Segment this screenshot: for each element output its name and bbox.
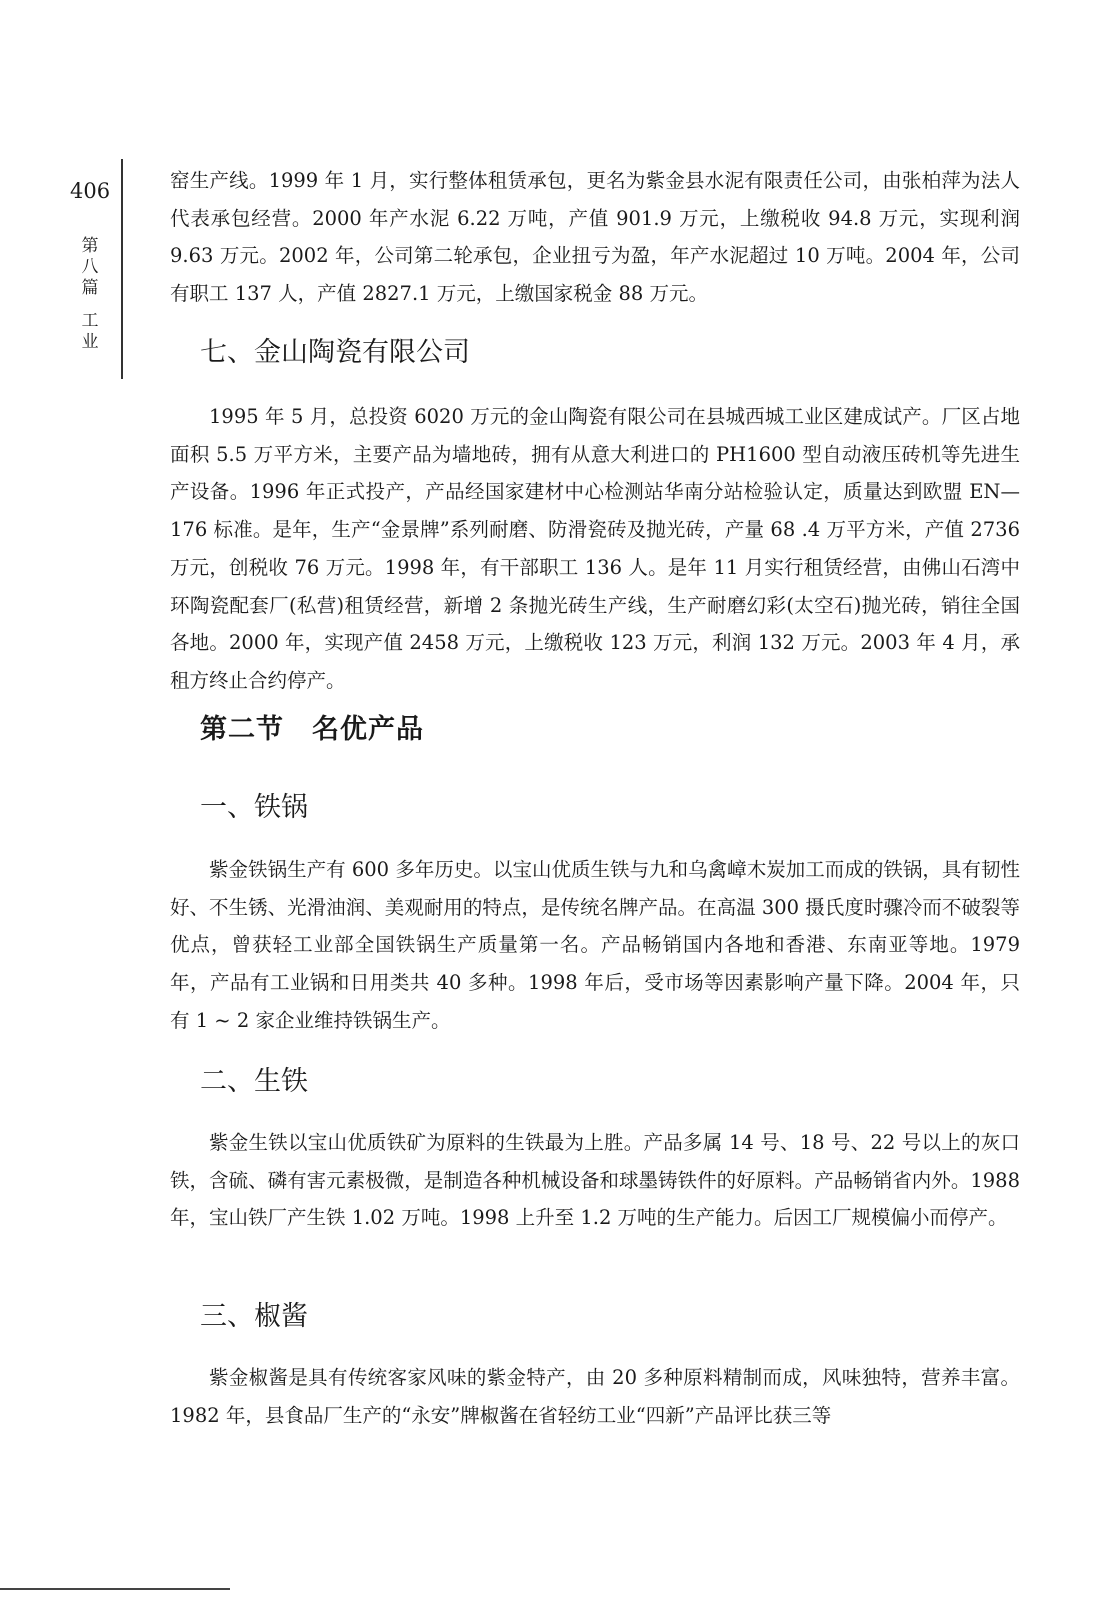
section-char: 工 <box>81 311 99 331</box>
section-heading <box>200 707 424 746</box>
heading-pig-iron: 二、生铁 <box>200 1066 308 1097</box>
paragraph-pig-iron: 紫金生铁以宝山优质铁矿为原料的生铁最为上胜。产品多属 14 号、18 号、22 号以上的灰口铁，含硫、磷有害元素极微，是制造各种机械设备和球墨铸铁件的好原料。产品畅销省内外。1988 年，宝山铁厂产生铁 1.02 万吨。1998 上升至 1.2 万吨的生产能力。后因工厂规模偏小而停产。 <box>170 1131 1020 1230</box>
paragraph-iron-wok: 紫金铁锅生产有 600 多年历史。以宝山优质生铁与九和乌禽嶂木炭加工而成的铁锅，具有韧性好、不生锈、光滑油润、美观耐用的特点，是传统名牌产品。在高温 300 摄氏度时骤冷而不破裂等优点，曾获轻工业部全国铁锅生产质量第一名。产品畅销国内各地和香港、东南亚等地。1979 年，产品有工业锅和日用类共 40 多种。1998 年后，受市场等因素影响产量下降。2004 年，只有 1 ~ 2 家企业维持铁锅生产。 <box>170 858 1020 1032</box>
chapter-char: 篇 <box>81 278 99 298</box>
heading-jinshan-ceramics: 七、金山陶瓷有限公司 <box>200 337 470 368</box>
section-title: 名优产品 <box>312 714 424 745</box>
chapter-label-vertical <box>78 236 102 353</box>
paragraph-chili-sauce: 紫金椒酱是具有传统客家风味的紫金特产，由 20 多种原料精制而成，风味独特，营养丰富。1982 年，县食品厂生产的“永安”牌椒酱在省轻纺工业“四新”产品评比获三等 <box>170 1366 1020 1427</box>
margin-divider <box>121 159 123 379</box>
chapter-char: 第 <box>81 236 99 256</box>
paragraph-cement-company: 窑生产线。1999 年 1 月，实行整体租赁承包，更名为紫金县水泥有限责任公司，由张柏萍为法人代表承包经营。2000 年产水泥 6.22 万吨，产值 901.9 万元，上缴税收 94.8 万元，实现利润 9.63 万元。2002 年，公司第二轮承包，企业扭亏为盈，年产水泥超过 10 万吨。2004 年，公司有职工 137 人，产值 2827.1 万元，上缴国家税金 88 万元。 <box>170 169 1020 306</box>
paragraph-jinshan-ceramics: 1995 年 5 月，总投资 6020 万元的金山陶瓷有限公司在县城西城工业区建成试产。厂区占地面积 5.5 万平方米，主要产品为墙地砖，拥有从意大利进口的 PH1600 型自动液压砖机等先进生产设备。1996 年正式投产，产品经国家建材中心检测站华南分站检验认定，质量达到欧盟 EN—176 标准。是年，生产“金景牌”系列耐磨、防滑瓷砖及抛光砖，产量 68 .4 万平方米，产值 2736 万元，创税收 76 万元。1998 年，有干部职工 136 人。是年 11 月实行租赁经营，由佛山石湾中环陶瓷配套厂(私营)租赁经营，新增 2 条抛光砖生产线，生产耐磨幻彩(太空石)抛光砖，销往全国各地。2000 年，实现产值 2458 万元，上缴税收 123 万元，利润 132 万元。2003 年 4 月，承租方终止合约停产。 <box>170 405 1020 692</box>
page-number: 406 <box>70 179 111 203</box>
heading-iron-wok: 一、铁锅 <box>200 792 308 823</box>
section-char: 业 <box>81 332 99 352</box>
spacer <box>78 299 102 311</box>
bottom-edge-rule <box>0 1588 230 1590</box>
heading-chili-sauce: 三、椒酱 <box>200 1301 308 1332</box>
chapter-char: 八 <box>81 257 99 277</box>
section-number: 第二节 <box>200 714 284 745</box>
